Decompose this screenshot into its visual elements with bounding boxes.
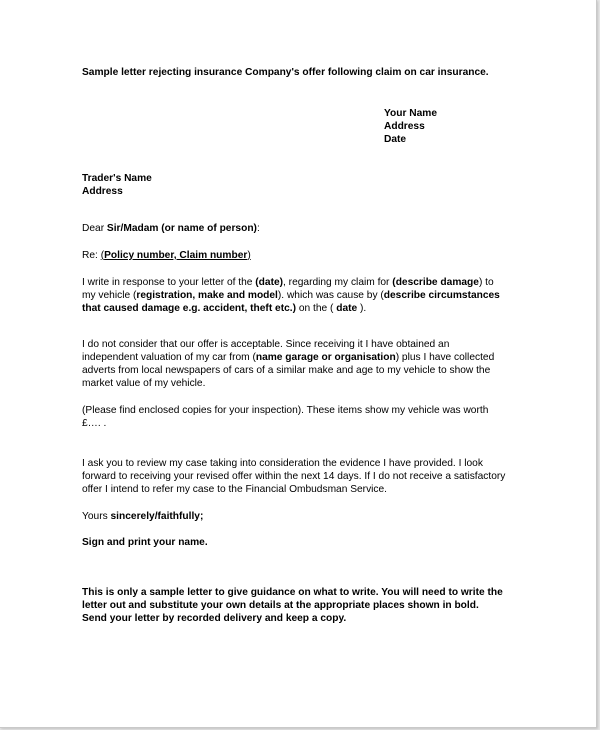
paragraph-1-line-1: I write in response to your letter of the (date), regarding my claim for (describe damage) to [82,277,494,288]
closing-line: Yours sincerely/faithfully; [82,511,204,522]
reference-line: Re: (Policy number, Claim number) [82,250,251,261]
paragraph-3-line-2: £…. . [82,418,107,429]
paragraph-1-line-3: that caused damage e.g. accident, theft etc.) on the ( date ). [82,303,367,314]
note-line-1: This is only a sample letter to give guidance on what to write. You will need to write the [82,587,503,598]
recipient-address: Address [82,186,123,197]
sender-name: Your Name [384,108,438,119]
note-line-3: Send your letter by recorded delivery and keep a copy. [82,613,347,624]
reference-value: Policy number, Claim number [104,250,248,261]
paragraph-1-line-2: my vehicle (registration, make and model). which was cause by (describe circumstances [82,290,500,301]
paragraph-3-line-1: (Please find enclosed copies for your inspection). These items show my vehicle was worth [82,405,489,416]
letter-title: Sample letter rejecting insurance Company's offer following claim on car insurance. [82,67,489,78]
salutation: Dear Sir/Madam (or name of person): [82,223,260,234]
paragraph-2-line-2: independent valuation of my car from (name garage or organisation) plus I have collected [82,352,495,363]
sign-instruction: Sign and print your name. [82,537,208,548]
paragraph-4-line-1: I ask you to review my case taking into consideration the evidence I have provided. I look [82,458,483,469]
paragraph-4-line-2: forward to receiving your revised offer within the next 14 days. If I do not receive a satisfactory [82,471,506,482]
salutation-name: Sir/Madam (or name of person) [106,223,257,234]
recipient-name: Trader's Name [82,173,152,184]
paragraph-2-line-1: I do not consider that our offer is acceptable. Since receiving it I have obtained an [82,339,450,350]
note-line-2: letter out and substitute your own details at the appropriate places shown in bold. [82,600,479,611]
paragraph-2-line-3: adverts from local newspapers of cars of a similar make and age to my vehicle to show the [82,365,491,376]
paragraph-4-line-3: offer I intend to refer my case to the Financial Ombudsman Service. [82,484,388,495]
sender-address: Address [384,121,425,132]
paragraph-2-line-4: market value of my vehicle. [82,378,206,389]
sender-date: Date [384,134,407,145]
